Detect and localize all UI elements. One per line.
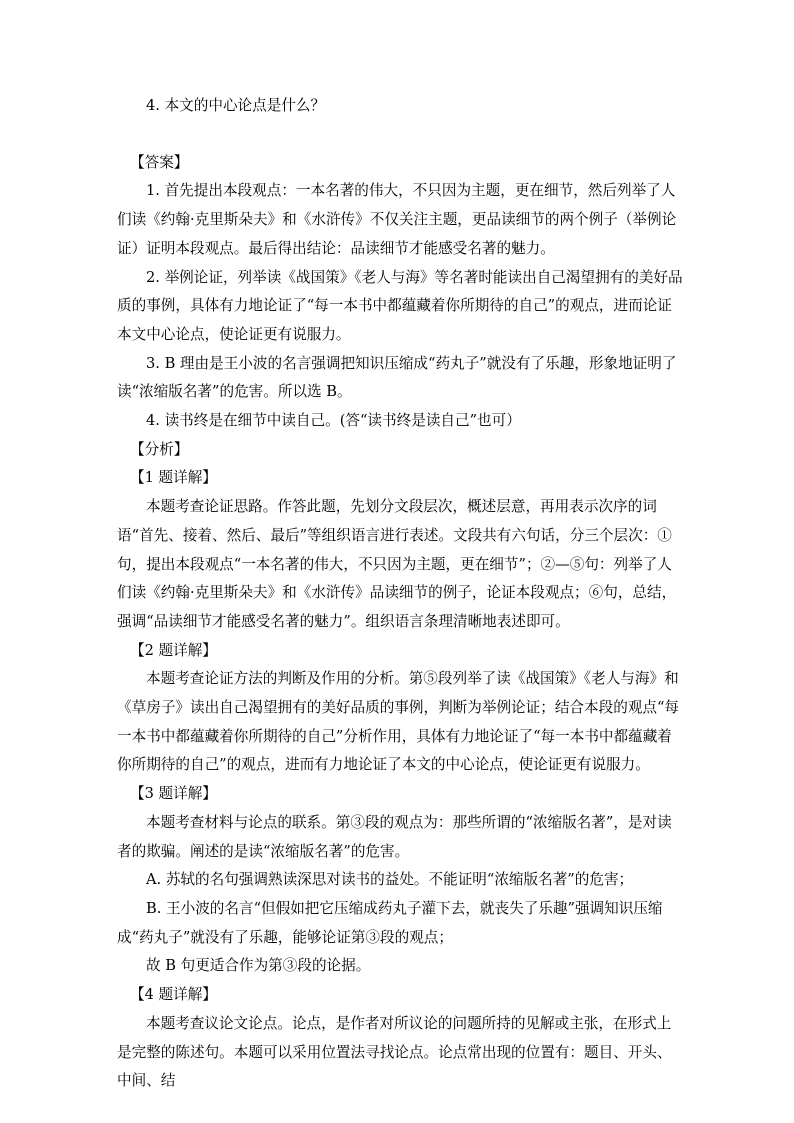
q4-heading: 【4 题详解】 <box>130 986 217 1004</box>
q3-heading: 【3 题详解】 <box>130 785 217 803</box>
q2-heading: 【2 题详解】 <box>130 641 217 659</box>
q3-option-b: B. 王小波的名言“但假如把它压缩成药丸子灌下去，就丧失了乐趣”强调知识压缩成“药丸子”就没有了乐趣，能够论证第③段的观点； <box>117 899 663 946</box>
q4-explanation: 本题考查议论文论点。论点，是作者对所议论的问题所持的见解或主张，在形式上是完整的陈述句。本题可以采用位置法寻找论点。论点常出现的位置有：题目、开头、中间、结 <box>117 1014 672 1090</box>
q3-conclusion: 故 B 句更适合作为第③段的论据。 <box>146 957 371 975</box>
answer-heading: 【答案】 <box>130 153 189 171</box>
q1-explanation: 本题考查论证思路。作答此题，先划分文段层次，概述层意，再用表示次序的词语“首先、接着、然后、最后”等组织语言进行表述。文段共有六句话，分三个层次：①句，提出本段观点“一本名著的伟大，不只因为主题，更在细节”；②—⑤句：列举了人们读《约翰·克里斯朵夫》和《水浒传》品读细节的例子，论证本段观点；⑥句，总结，强调“品读细节才能感受名著的魅力”。组织语言条理清晰地表述即可。 <box>117 498 677 630</box>
question-4: 4. 本文的中心论点是什么？ <box>146 97 326 114</box>
answer-3: 3. B 理由是王小波的名言强调把知识压缩成“药丸子”就没有了乐趣，形象地证明了读“浓缩版名著”的危害。所以选 B。 <box>117 354 677 401</box>
q3-explanation: 本题考查材料与论点的联系。第③段的观点为：那些所谓的“浓缩版名著”，是对读者的欺骗。阐述的是读“浓缩版名著”的危害。 <box>117 813 672 860</box>
q2-explanation: 本题考查论证方法的判断及作用的分析。第⑤段列举了读《战国策》《老人与海》和《草房子》读出自己渴望拥有的美好品质的事例，判断为举例论证；结合本段的观点“每一本书中都蕴藏着你所期待的自己”分析作用，具体有力地论证了“每一本书中都蕴藏着你所期待的自己”的观点，进而有力地论证了本文的中心论点，使论证更有说服力。 <box>117 670 680 774</box>
document-body <box>117 92 683 1096</box>
answer-4: 4. 读书终是在细节中读自己。(答“读书终是读自己”也可） <box>146 412 521 430</box>
answer-2: 2. 举例论证，列举读《战国策》《老人与海》等名著时能读出自己渴望拥有的美好品质的事例，具体有力地论证了“每一本书中都蕴藏着你所期待的自己”的观点，进而论证本文中心论点，使论证更有说服力。 <box>117 268 683 343</box>
answer-1: 1. 首先提出本段观点：一本名著的伟大，不只因为主题，更在细节，然后列举了人们读《约翰·克里斯朵夫》和《水浒传》不仅关注主题，更品读细节的两个例子（举例论证）证明本段观点。最后得出结论：品读细节才能感受名著的魅力。 <box>117 182 677 257</box>
analysis-heading: 【分析】 <box>130 440 189 458</box>
q3-option-a: A. 苏轼的名句强调熟读深思对读书的益处。不能证明“浓缩版名著”的危害； <box>146 871 634 889</box>
q1-heading: 【1 题详解】 <box>130 469 217 487</box>
